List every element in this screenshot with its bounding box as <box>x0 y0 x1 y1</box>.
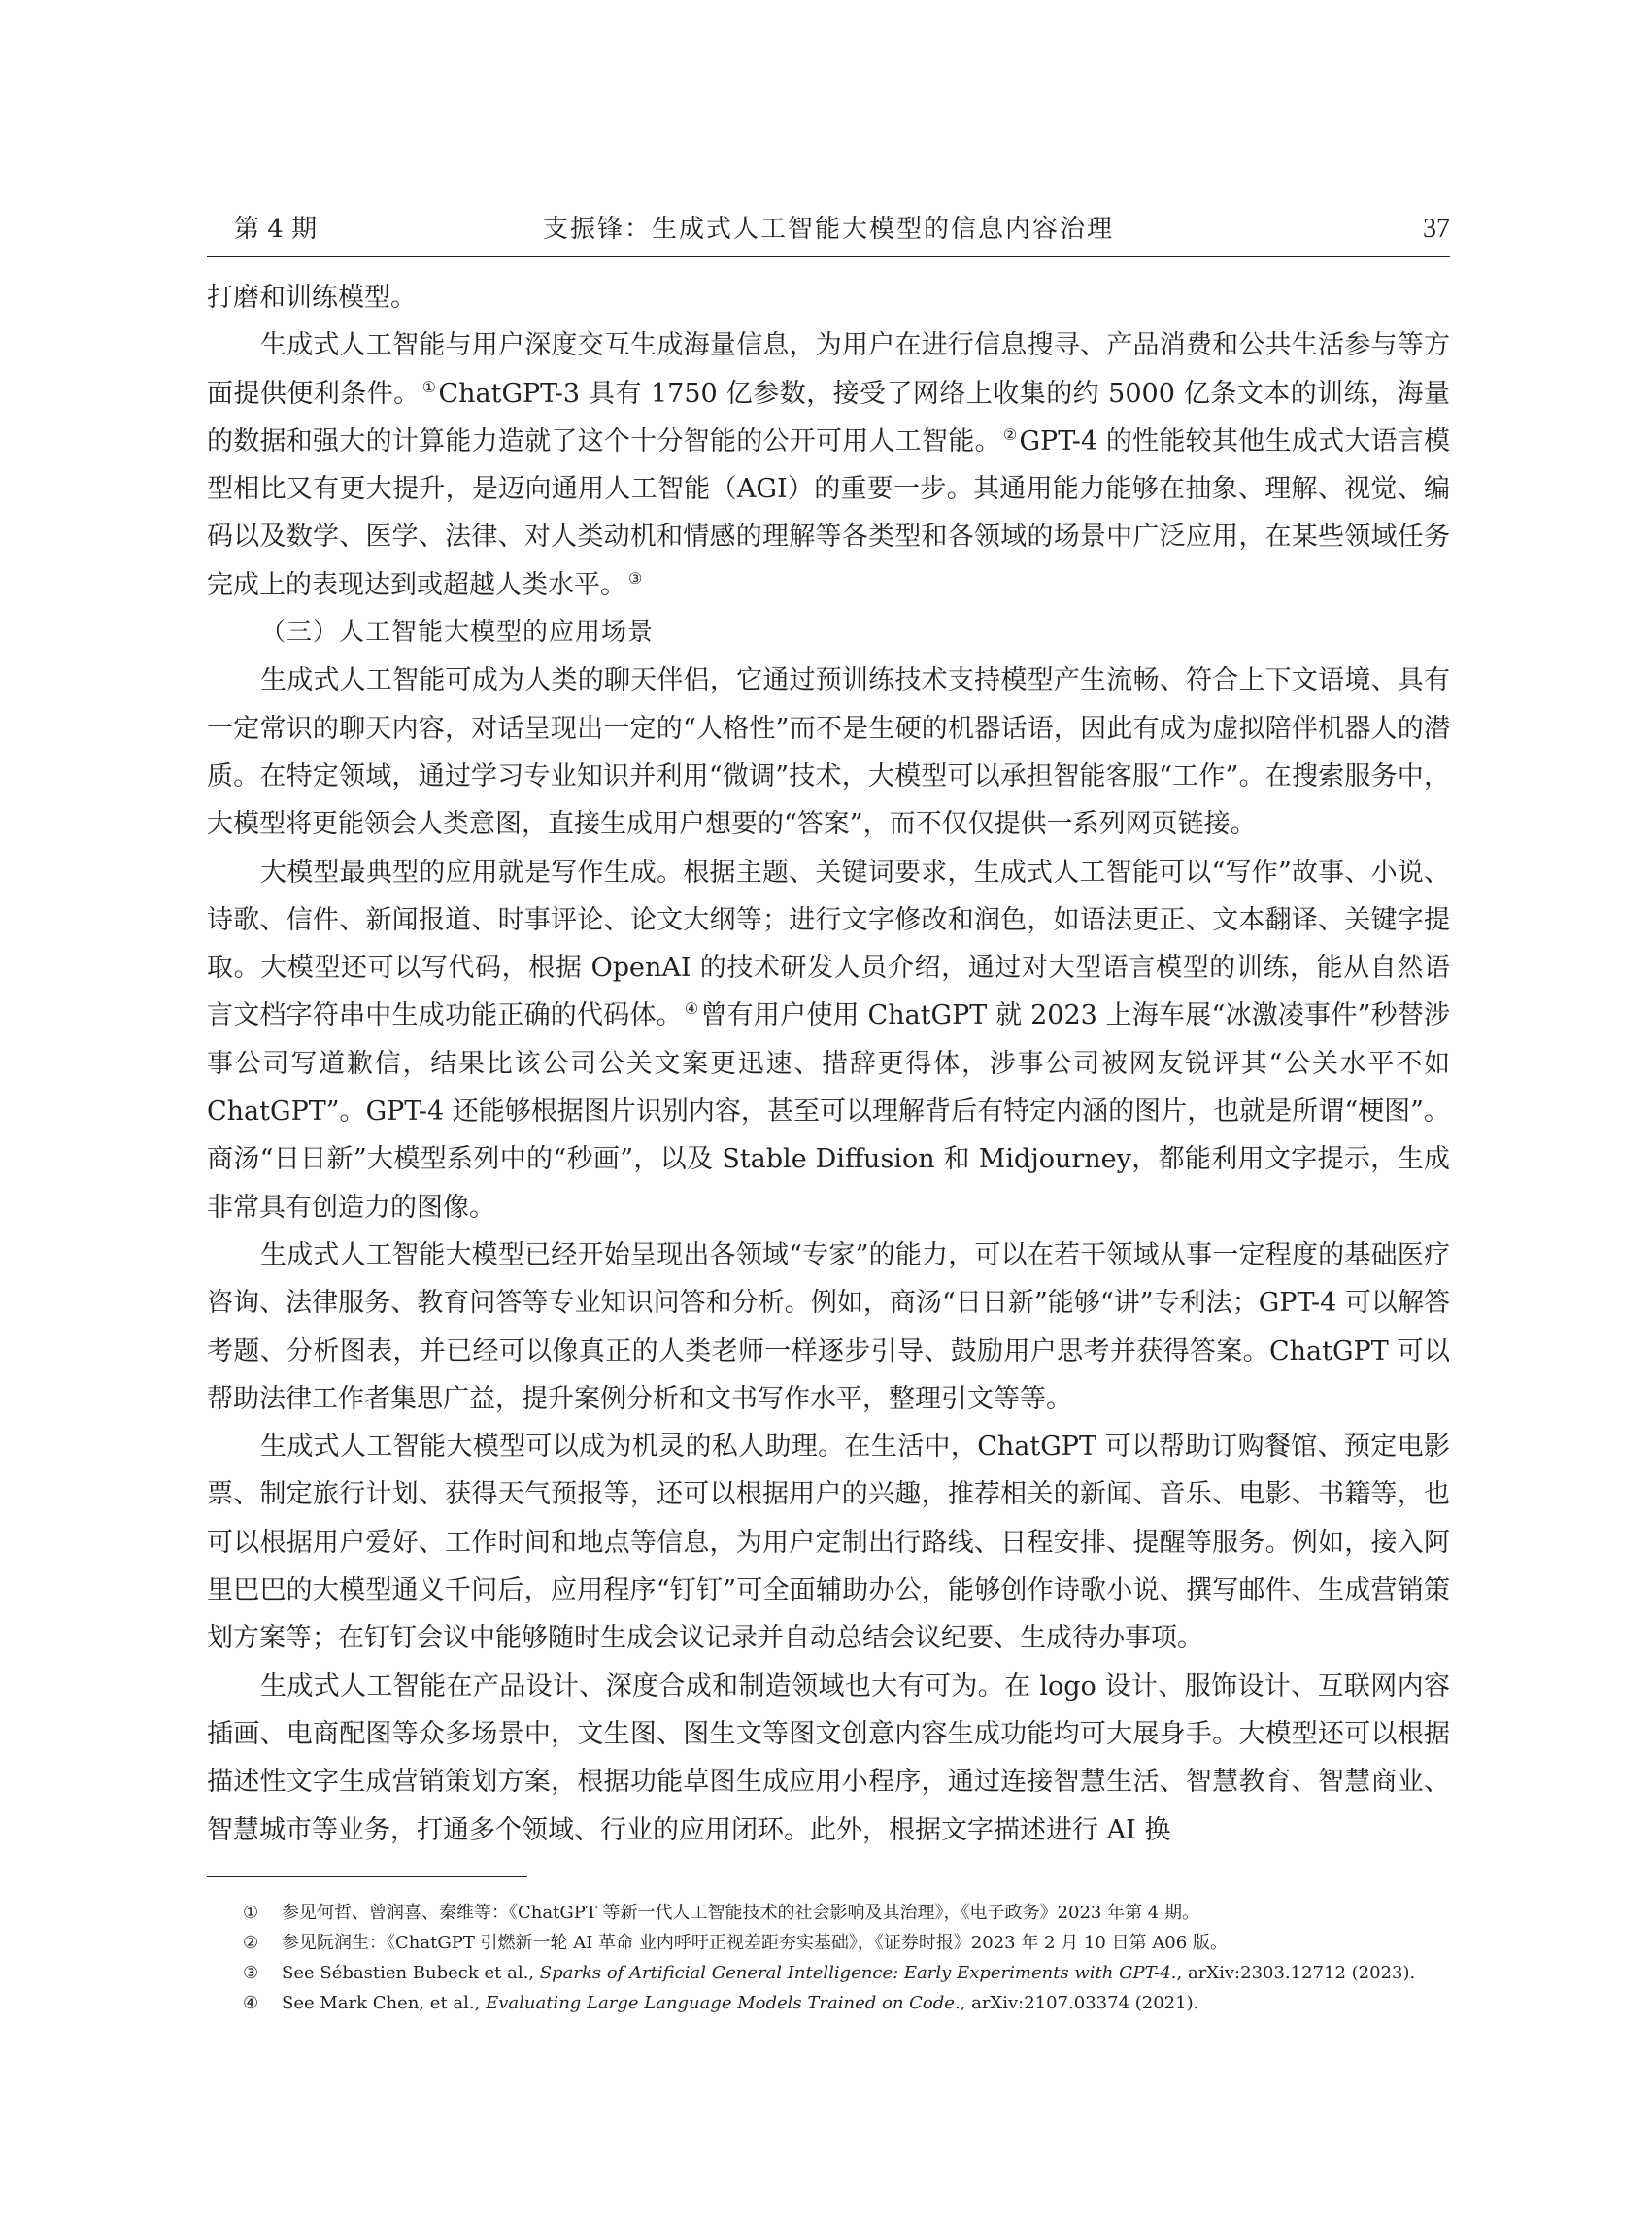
footnote-text: See Sébastien Bubeck et al., <box>282 1963 540 1983</box>
page-number: 37 <box>1423 214 1450 244</box>
paragraph: 生成式人工智能大模型已经开始呈现出各领域“专家”的能力，可以在若干领域从事一定程度的基础医疗咨询、法律服务、教育问答等专业知识问答和分析。例如，商汤“日日新”能够“讲”专利法；GPT-4 可以解答考题、分析图表，并已经可以像真正的人类老师一样逐步引导、鼓励用户思考并获得答案。ChatGPT 可以帮助法律工作者集思广益，提升案例分析和文书写作水平，整理引文等等。 <box>207 1239 1450 1414</box>
footnote-mark: ③ <box>243 1963 259 1983</box>
section-subheading: （三）人工智能大模型的应用场景 <box>260 618 655 648</box>
footnote <box>243 1958 1450 1988</box>
body-text <box>207 274 1450 1854</box>
paragraph-text: ChatGPT-3 具有 1750 亿参数，接受了网络上收集的约 5000 亿条文本的训练，海量的数据和强大的计算能力造就了这个十分智能的公开可用人工智能。 <box>207 378 1451 456</box>
footnote-ref[interactable]: ① <box>421 377 437 396</box>
paragraph: 生成式人工智能大模型可以成为机灵的私人助理。在生活中，ChatGPT 可以帮助订购餐馆、预定电影票、制定旅行计划、获得天气预报等，还可以根据用户的兴趣，推荐相关的新闻、音乐、电影、书籍等，也可以根据用户爱好、工作时间和地点等信息，为用户定制出行路线、日程安排、提醒等服务。例如，接入阿里巴巴的大模型通义千问后，应用程序“钉钉”可全面辅助办公，能够创作诗歌小说、撰写邮件、生成营销策划方案等；在钉钉会议中能够随时生成会议记录并自动总结会议纪要、生成待办事项。 <box>207 1432 1450 1654</box>
paragraph <box>207 849 1450 1231</box>
paragraph-text: 生成式人工智能与用户深度交互生成海量信息，为用户在进行信息搜寻、产品消费和公共生活参与等方面提供便利条件。 <box>207 330 1450 409</box>
footnote <box>243 1988 1450 2018</box>
paragraph: 生成式人工智能可成为人类的聊天伴侣，它通过预训练技术支持模型产生流畅、符合上下文语境、具有一定常识的聊天内容，对话呈现出一定的“人格性”而不是生硬的机器话语，因此有成为虚拟陪伴机器人的潜质。在特定领域，通过学习专业知识并利用“微调”技术，大模型可以承担智能客服“工作”。在搜索服务中，大模型将更能领会人类意图，直接生成用户想要的“答案”，而不仅仅提供一系列网页链接。 <box>207 665 1450 840</box>
paragraph-text: GPT-4 的性能较其他生成式大语言模型相比又有更大提升，是迈向通用人工智能（AGI）的重要一步。其通用能力能够在抽象、理解、视觉、编码以及数学、医学、法律、对人类动机和情感的理解等各类型和各领域的场景中广泛应用，在某些领域任务完成上的表现达到或超越人类水平。 <box>207 425 1450 600</box>
paragraph-continued <box>207 274 1450 321</box>
footnote-ref[interactable]: ④ <box>684 999 699 1019</box>
running-header <box>207 206 1450 253</box>
footnotes <box>243 1898 1450 2018</box>
paragraph-text: 大模型最典型的应用就是写作生成。根据主题、关键词要求，生成式人工智能可以“写作”故事、小说、诗歌、信件、新闻报道、时事评论、论文大纲等；进行文字修改和润色，如语法更正、文本翻译、关键字提取。大模型还可以写代码，根据 OpenAI 的技术研发人员介绍，通过对大型语言模型的训练，能从自然语言文档字符串中生成功能正确的代码体。 <box>207 857 1450 1031</box>
paragraph-text: 打磨和训练模型。 <box>207 283 417 313</box>
footnote-text: See Mark Chen, et al., <box>282 1993 487 2013</box>
footnote <box>243 1928 1450 1958</box>
footnote-title: Evaluating Large Language Models Trained on Code <box>486 1993 955 2013</box>
paragraph <box>207 321 1450 609</box>
footnote-text: 参见阮润生：《ChatGPT 引燃新一轮 AI 革命 业内呼吁正视差距夯实基础》，《证券时报》2023 年 2 月 10 日第 A06 版。 <box>282 1933 1228 1953</box>
footnote-mark: ① <box>243 1903 259 1923</box>
paragraph-text: 曾有用户使用 ChatGPT 就 2023 上海车展“冰激凌事件”秒替涉事公司写道歉信，结果比该公司公关文案更迅速、措辞更得体，涉事公司被网友锐评其“公关水平不如 ChatGPT”。GPT-4 还能够根据图片识别内容，甚至可以理解背后有特定内涵的图片，也就是所谓“梗图”。商汤“日日新”大模型系列中的“秒画”，以及 Stable Diffusion 和 Midjourney，都能利用文字提示，生成非常具有创造力的图像。 <box>207 1000 1451 1223</box>
footnote-mark: ② <box>243 1933 259 1953</box>
footnote-ref[interactable]: ③ <box>628 568 643 588</box>
footnote <box>243 1898 1450 1928</box>
footnote-text: 参见何哲、曾润喜、秦维等：《ChatGPT 等新一代人工智能技术的社会影响及其治理》，《电子政务》2023 年第 4 期。 <box>282 1903 1199 1923</box>
footnote-rule <box>207 1876 527 1877</box>
paragraph: 生成式人工智能在产品设计、深度合成和制造领域也大有可为。在 logo 设计、服饰设计、互联网内容插画、电商配图等众多场景中，文生图、图生文等图文创意内容生成功能均可大展身手。大模型还可以根据描述性文字生成营销策划方案，根据功能草图生成应用小程序，通过连接智慧生活、智慧教育、智慧商业、智慧城市等业务，打通多个领域、行业的应用闭环。此外，根据文字描述进行 AI 换 <box>207 1670 1450 1845</box>
footnote-text: , arXiv:2303.12712 (2023). <box>1176 1963 1416 1983</box>
footnote-text: ., arXiv:2107.03374 (2021). <box>954 1993 1199 2013</box>
issue-label: 第 4 期 <box>234 215 318 244</box>
header-rule <box>207 256 1450 257</box>
footnote-ref[interactable]: ② <box>1002 424 1018 444</box>
running-title: 支振锋：生成式人工智能大模型的信息内容治理 <box>542 215 1114 244</box>
footnote-mark: ④ <box>243 1993 259 2013</box>
footnote-title: Sparks of Artificial General Intelligence: Early Experiments with GPT-4. <box>539 1963 1177 1983</box>
